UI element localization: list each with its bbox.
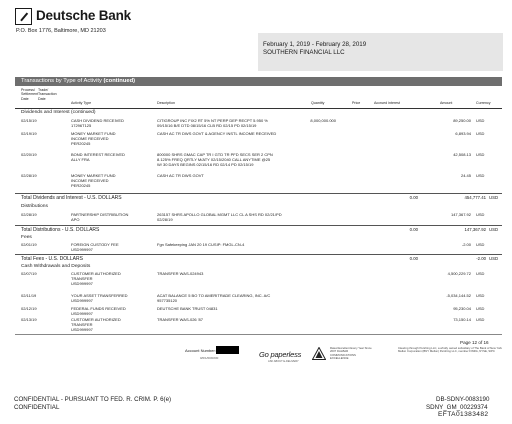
row-type: CUSTOMER AUTHORIZED <box>71 271 121 276</box>
row-description-line3: W/ 30 DAYS BEGINS 02/15/16 RD 02/14 PD 02/15/19 <box>157 162 254 167</box>
row-amount: 89,250.00 <box>453 118 471 123</box>
section-title-band <box>15 77 502 86</box>
row-date: 02/01/19 <box>21 242 37 247</box>
row-description: CITIGROUP INC FIX2 RT 5% NT PERP DEP RECPT 5.950 % <box>157 118 268 123</box>
row-type: FEDERAL FUNDS RECEIVED <box>71 306 126 311</box>
total-dividends-row <box>15 193 502 201</box>
row-currency: USD <box>476 152 485 157</box>
row-description: CASH AC TR DWS GOVT & AGENCY INSTL INCOME RECEIVED <box>157 131 277 136</box>
account-name: SOUTHERN FINANCIAL LLC <box>263 49 345 56</box>
row-description: TRANSFER WAS-024943 <box>157 271 204 276</box>
row-type-line2: ALLY FRA <box>71 157 90 162</box>
go-paperless-logo: Go paperless <box>259 350 302 359</box>
subsection-cash-title: Cash Withdrawals and Deposits <box>21 264 91 269</box>
col-accrued-interest: Accrued interest <box>374 101 400 105</box>
col-description: Description <box>157 101 175 105</box>
total-fees-row <box>15 254 502 262</box>
dalbar-award-icon <box>312 347 326 360</box>
row-type: MONEY MARKET FUND <box>71 173 116 178</box>
clearing-text: Clearing through Pershing LLC, a wholly owned subsidiary of The Bank of New York Mellon Corporation (BNY Mellon) Pershing LLC, member FINRA, NYSE, SIPC <box>398 346 502 354</box>
row-date: 02/13/19 <box>21 317 37 322</box>
total-amount: -2.00 <box>476 256 486 262</box>
col-amount: Amount <box>440 101 453 105</box>
row-currency: USD <box>476 242 485 247</box>
bates-number-2: SDNY_GM_00229374 <box>426 404 488 411</box>
header-divider <box>15 108 502 109</box>
bank-name: Deutsche Bank <box>36 8 131 23</box>
row-type: YOUR ASSET TRANSFERRED <box>71 293 128 298</box>
total-accrued-interest: 0.00 <box>409 227 418 233</box>
row-type: MONEY MARKET FUND <box>71 131 116 136</box>
bottom-divider <box>15 334 502 335</box>
total-distributions-row <box>15 225 502 233</box>
subsection-dividends-title: Dividends and Interest (continued) <box>21 110 96 115</box>
row-currency: USD <box>476 271 485 276</box>
total-label: Total Distributions - U.S. DOLLARS <box>21 227 100 234</box>
go-paperless-sub: ASK ABOUT E-DELIVERY <box>268 360 299 363</box>
col-quantity: Quantity <box>311 101 325 105</box>
row-description-line2: 8.125% FREQ QRTLY M/ATY 02/15/2040 CALL ANYTIME @25 <box>157 157 271 162</box>
row-type-line2: TRANSFER <box>71 322 93 327</box>
row-quantity: 8,000,000.000 <box>310 118 336 123</box>
row-description-line2: 957735120 <box>157 298 178 303</box>
row-type: PARTNERSHIP DISTRIBUTION <box>71 212 129 217</box>
row-amount: 73,150.14 <box>453 317 471 322</box>
row-description: 800000 SHRS GMAC CAP TR I GTD TR PFD SECS SER 2 CPN <box>157 152 273 157</box>
col-price: Price <box>352 101 361 105</box>
total-amount: 454,777.41 <box>464 195 486 201</box>
row-amount: 4,500,229.72 <box>447 271 471 276</box>
row-type-line3: PER20245 <box>71 183 91 188</box>
row-currency: USD <box>476 118 485 123</box>
row-description: TRANSFER WAS-026 '87 <box>157 317 203 322</box>
row-type-line2: USD999997 <box>71 298 93 303</box>
section-title: Transactions by Type of Activity <box>21 78 102 84</box>
row-description-line2: 02/28/19 <box>157 217 173 222</box>
row-amount: 42,508.13 <box>453 152 471 157</box>
bates-number-1: DB-SDNY-0083190 <box>436 396 490 403</box>
row-type-line2: USD999997 <box>71 311 93 316</box>
page-number: Page 12 of 16 <box>460 340 489 345</box>
row-amount: -2.00 <box>461 242 471 247</box>
confidential-notice: CONFIDENTIAL - PURSUANT TO FED. R. CRIM. P. 6(e) <box>14 396 172 403</box>
row-currency: USD <box>476 131 485 136</box>
row-amount: 24.45 <box>460 173 471 178</box>
row-description: Fgn Safekeeping JAN 20 19 CUSIP: FMGL-CN-4 <box>157 242 245 247</box>
col-trade-date: Trade/ Transaction Date <box>38 88 57 101</box>
award-text: Rated Excellent Every Year Since 2007 DALBAR COMMUNICATIONS EXCELLENCE <box>330 346 372 360</box>
row-type-line2: USD999997 <box>71 247 93 252</box>
row-date: 02/07/19 <box>21 271 37 276</box>
row-type-line2: INCOME RECEIVED <box>71 136 109 141</box>
total-currency: USD <box>489 256 499 262</box>
row-type-line2: TRANSFER <box>71 276 93 281</box>
row-date: 02/15/19 <box>21 118 37 123</box>
row-amount: 6,893.94 <box>455 131 471 136</box>
row-description: CASH AC TR DWS GOVT <box>157 173 204 178</box>
row-currency: USD <box>476 173 485 178</box>
deutsche-bank-logo-icon <box>15 8 32 25</box>
row-description-line2: 09/15/16 B/E DTD 08/15/16 CLB RD 02/15 PD 02/15/19 <box>157 123 257 128</box>
row-currency: USD <box>476 306 485 311</box>
section-title-suffix: (continued) <box>103 78 136 84</box>
account-sub-code: 0/0/1/00/0/0/0 <box>200 356 219 360</box>
statement-header-box <box>258 33 503 71</box>
row-description: ACAT BALANCE 5 BO TO AMERITRADE CLEARING, INC. A/C <box>157 293 271 298</box>
row-type-line2: APO <box>71 217 80 222</box>
total-currency: USD <box>489 195 499 201</box>
row-type-line3: USD999997 <box>71 327 93 332</box>
row-amount: 147,367.92 <box>450 212 471 217</box>
total-label: Total Dividends and Interest - U.S. DOLLARS <box>21 195 122 202</box>
total-accrued-interest: 0.00 <box>409 195 418 201</box>
statement-period: February 1, 2019 - February 28, 2019 <box>263 41 367 48</box>
row-date: 02/20/19 <box>21 152 37 157</box>
row-date: 02/19/19 <box>21 131 37 136</box>
col-process-date: Process/ Settlement Date <box>21 88 39 101</box>
row-type-line2: INCOME RECEIVED <box>71 178 109 183</box>
total-accrued-interest: 0.00 <box>409 256 418 262</box>
redaction-box <box>216 346 239 354</box>
row-description: 263157 SHRS APOLLO GLOBAL MGMT LLC CL A SHS RD 02/21/PD <box>157 212 282 217</box>
account-number-label: Account Number: <box>185 348 216 353</box>
row-currency: USD <box>476 317 485 322</box>
row-type: CASH DIVIDEND RECEIVED <box>71 118 124 123</box>
row-date: 02/11/19 <box>21 293 37 298</box>
bates-number-3: EFTA01383482 <box>438 411 489 418</box>
total-label: Total Fees - U.S. DOLLARS <box>21 256 83 263</box>
bank-address: P.O. Box 1776, Baltimore, MD 21203 <box>16 28 106 34</box>
col-currency: Currency <box>476 101 491 105</box>
confidential-label: CONFIDENTIAL <box>14 404 60 411</box>
col-activity-type: Activity Type <box>71 101 92 105</box>
row-type-line2: 17296T125 <box>71 123 92 128</box>
row-type-line3: PER20245 <box>71 141 91 146</box>
subsection-distributions-title: Distributions <box>21 204 48 209</box>
row-date: 02/28/19 <box>21 212 37 217</box>
row-currency: USD <box>476 293 485 298</box>
row-description: DEUTSCHE BANK TRUST 04831 <box>157 306 218 311</box>
row-type: BOND INTEREST RECEIVED <box>71 152 125 157</box>
total-amount: 147,367.92 <box>464 227 486 233</box>
total-currency: USD <box>489 227 499 233</box>
row-currency: USD <box>476 212 485 217</box>
row-type: CUSTOMER AUTHORIZED <box>71 317 121 322</box>
row-date: 02/12/19 <box>21 306 37 311</box>
row-amount: 95,230.04 <box>453 306 471 311</box>
row-type: FOREIGN CUSTODY FEE <box>71 242 119 247</box>
row-date: 02/28/19 <box>21 173 37 178</box>
subsection-fees-title: Fees <box>21 235 32 240</box>
row-type-line3: USD999997 <box>71 281 93 286</box>
row-amount: -5,034,144.52 <box>446 293 471 298</box>
